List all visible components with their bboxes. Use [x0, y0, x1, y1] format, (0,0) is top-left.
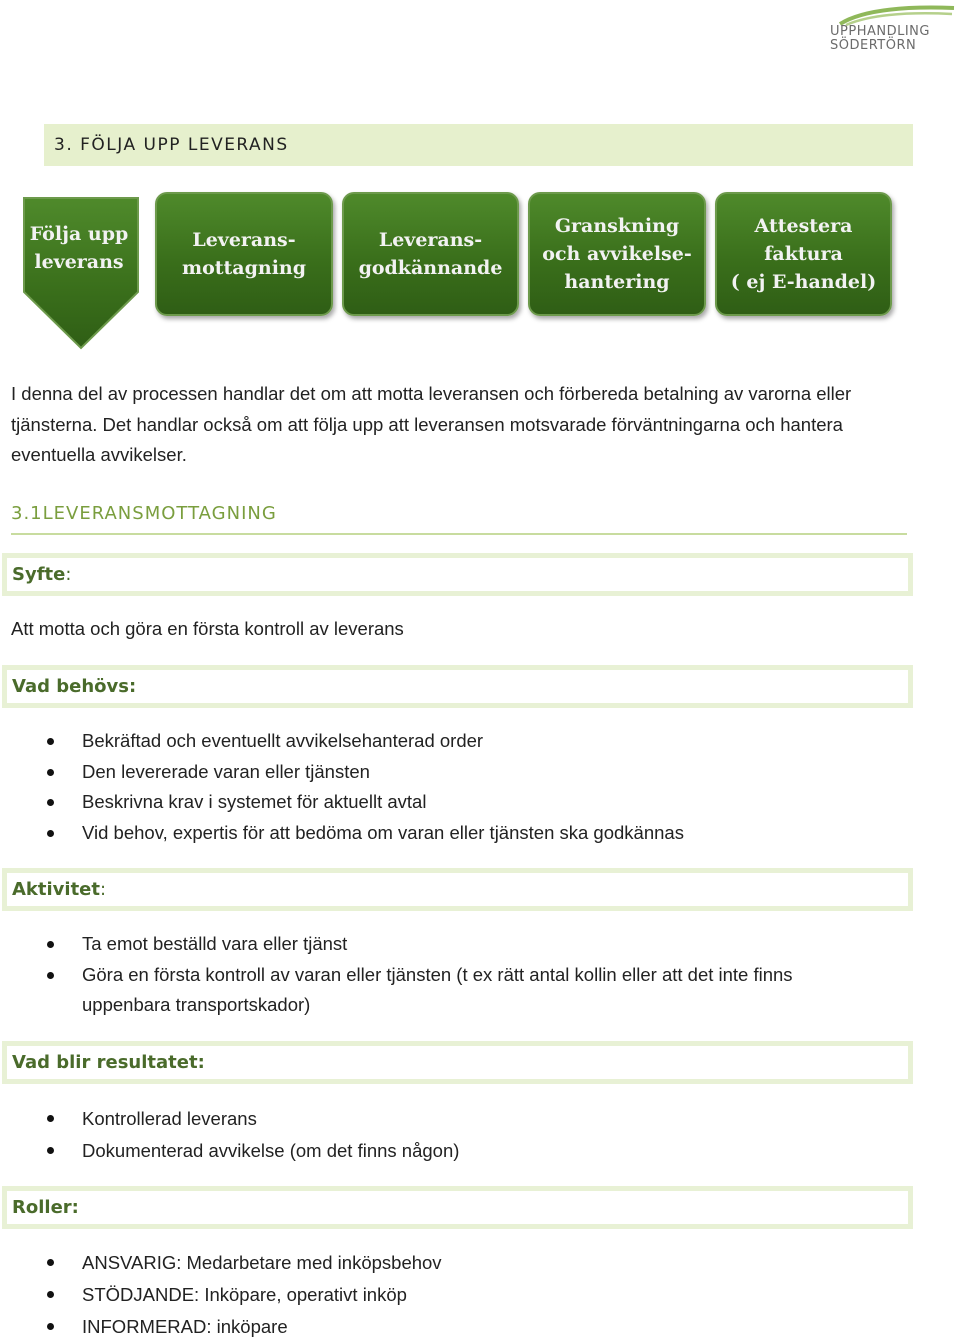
list-item-text: Göra en första kontroll av varan eller tjänsten (t ex rätt antal kollin eller att det inte finns uppenbara transportskador)	[82, 963, 793, 1015]
bullet-icon	[47, 1323, 54, 1330]
section-title: 3. FÖLJA UPP LEVERANS	[44, 124, 913, 166]
vad-behovs-list	[0, 726, 900, 848]
list-item	[0, 929, 900, 960]
list-item-text: STÖDJANDE: Inköpare, operativt inköp	[82, 1284, 407, 1305]
bullet-icon	[47, 972, 54, 979]
bullet-icon	[47, 799, 54, 806]
syfte-colon: :	[65, 564, 72, 585]
bullet-icon	[47, 1115, 54, 1122]
list-item-text: INFORMERAD: inköpare	[82, 1316, 288, 1337]
process-step-current	[18, 194, 146, 354]
process-step-label: Attestera faktura ( ej E-handel)	[730, 215, 877, 293]
logo-text-line1: UPPHANDLING	[830, 24, 930, 39]
list-item-text: Bekräftad och eventuellt avvikelsehanterad order	[82, 730, 484, 751]
list-item-text: Kontrollerad leverans	[82, 1108, 257, 1129]
list-item	[0, 960, 900, 1021]
list-item-text: Vid behov, expertis för att bedöma om varan eller tjänsten ska godkännas	[82, 821, 684, 843]
list-item	[0, 1311, 900, 1343]
bullet-icon	[47, 769, 54, 776]
process-step	[155, 192, 333, 316]
vad-behovs-label: Vad behövs:	[12, 676, 137, 697]
vad-behovs-label-box	[2, 665, 913, 708]
list-item-text: Den levererade varan eller tjänsten	[82, 760, 370, 782]
logo-swoosh-icon	[832, 4, 956, 26]
resultat-label-box	[2, 1041, 913, 1084]
roller-label-box	[2, 1186, 913, 1229]
process-step-label: Leverans- godkännande	[358, 229, 503, 279]
process-step	[715, 192, 892, 316]
intro-paragraph: I denna del av processen handlar det om att motta leveransen och förbereda betalning av varorna eller tjänsterna. Det handlar också om att följa upp att leveransen motsvarade förväntningarna och hantera eventuella avvikelser.	[11, 383, 852, 465]
list-item	[0, 1103, 900, 1135]
process-step-label: Leverans- mottagning	[181, 229, 307, 279]
aktivitet-list	[0, 929, 900, 1021]
logo-text-line2: SÖDERTÖRN	[830, 38, 917, 53]
resultat-label: Vad blir resultatet:	[12, 1052, 205, 1073]
aktivitet-colon: :	[100, 879, 107, 900]
aktivitet-label-box	[2, 868, 913, 911]
syfte-label: Syfte	[12, 564, 66, 585]
list-item	[0, 1247, 900, 1279]
process-step	[342, 192, 519, 316]
process-step	[528, 192, 706, 316]
syfte-text: Att motta och göra en första kontroll av leverans	[11, 618, 404, 639]
process-diagram	[0, 180, 960, 360]
bullet-icon	[47, 738, 54, 745]
process-step-label: Följa upp leverans	[29, 223, 129, 273]
list-item	[0, 1279, 900, 1311]
resultat-list	[0, 1103, 900, 1167]
aktivitet-label: Aktivitet	[12, 879, 100, 900]
roller-label: Roller:	[12, 1197, 79, 1218]
roller-list	[0, 1247, 900, 1343]
list-item-text: Beskrivna krav i systemet för aktuellt avtal	[82, 791, 427, 812]
bullet-icon	[47, 1291, 54, 1298]
subsection-title: 3.1LEVERANSMOTTAGNING	[11, 499, 907, 535]
upphandling-sodertorn-logo	[828, 4, 956, 56]
list-item	[0, 726, 900, 757]
list-item	[0, 787, 900, 818]
list-item	[0, 1135, 900, 1167]
list-item	[0, 818, 900, 849]
list-item-text: Dokumenterad avvikelse (om det finns någon)	[82, 1140, 460, 1161]
bullet-icon	[47, 941, 54, 948]
list-item-text: Ta emot beställd vara eller tjänst	[82, 933, 348, 954]
bullet-icon	[47, 1147, 54, 1154]
bullet-icon	[47, 830, 54, 837]
list-item-text: ANSVARIG: Medarbetare med inköpsbehov	[82, 1252, 442, 1273]
bullet-icon	[47, 1259, 54, 1266]
list-item	[0, 757, 900, 788]
process-step-label: Granskning och avvikelse- hantering	[542, 215, 692, 293]
syfte-label-box	[2, 553, 913, 596]
